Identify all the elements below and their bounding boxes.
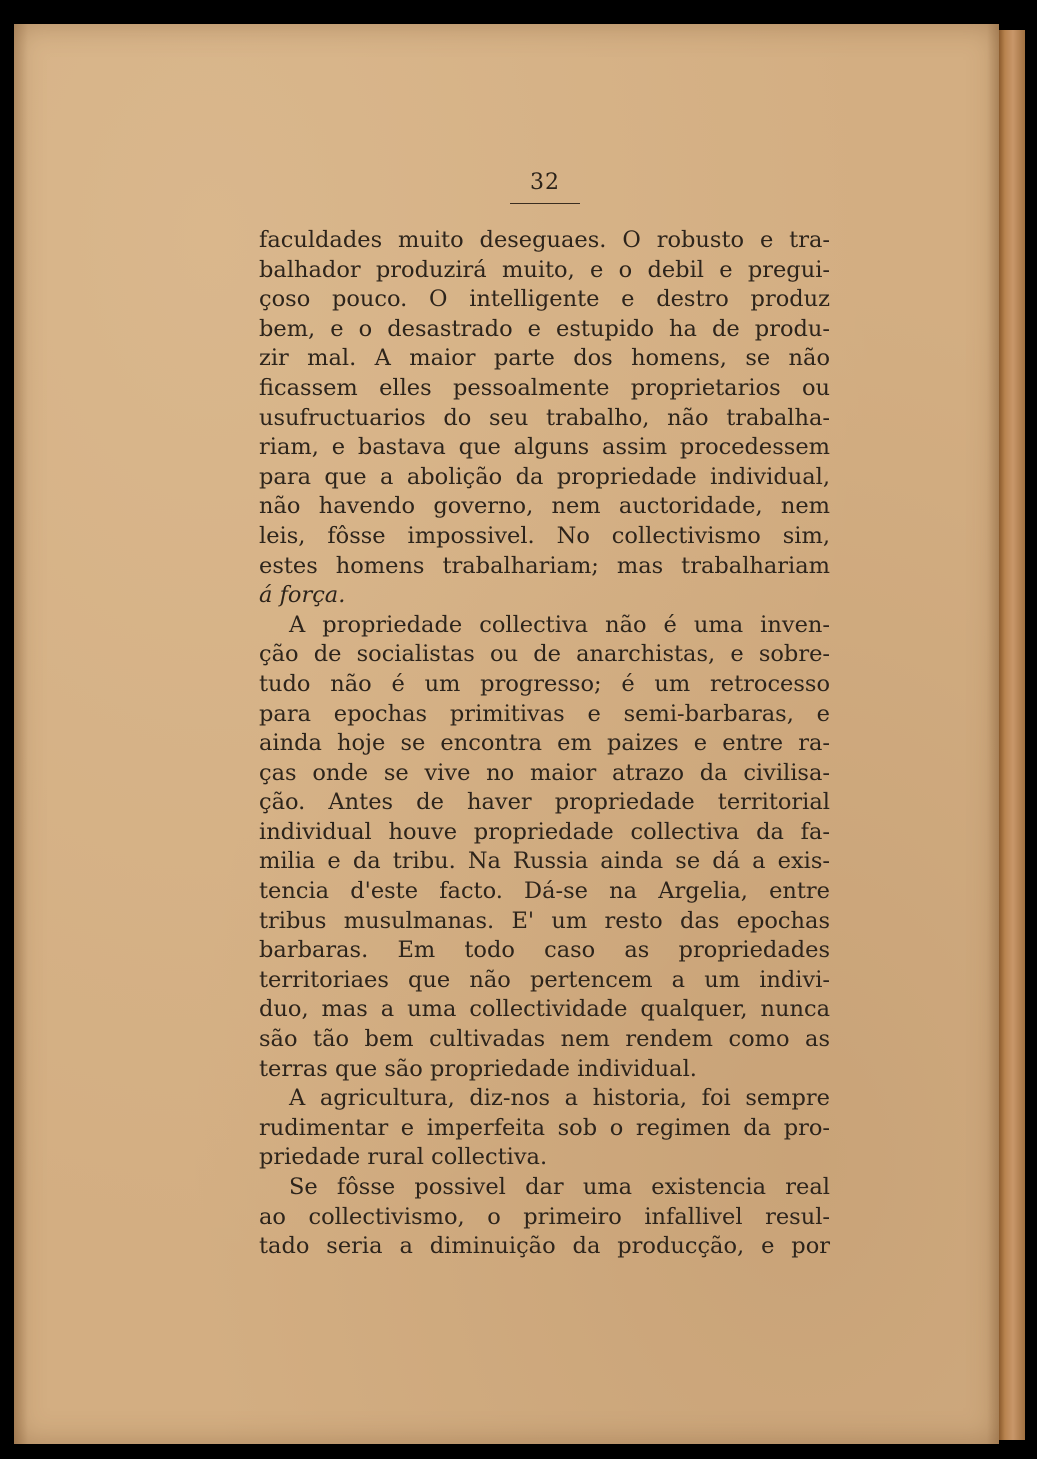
text-line: ção. Antes de haver propriedade territorial [259,789,830,816]
body-text [259,226,830,1262]
adjacent-page-edge [999,30,1025,1440]
page-number: 32 [530,170,560,195]
text-line: bem, e o desastrado e estupido ha de produ- [259,315,830,342]
text-line: milia e da tribu. Na Russia ainda se dá a exis- [259,848,830,875]
text-line: duo, mas a uma collectividade qualquer, nunca [259,996,830,1023]
text-line: para que a abolição da propriedade individual, [259,463,830,490]
text-line: zir mal. A maior parte dos homens, se não [259,345,830,372]
text-line: priedade rural collectiva. [259,1144,548,1171]
text-line: para epochas primitivas e semi-barbaras, e [259,700,830,727]
page-number-rule [510,203,580,204]
text-line: rudimentar e imperfeita sob o regimen da pro- [259,1114,830,1141]
text-line: balhador produzirá muito, e o debil e pregui- [259,256,830,283]
text-line: tudo não é um progresso; é um retrocesso [259,670,830,697]
text-line: tado seria a diminuição da producção, e por [259,1233,830,1260]
paragraph-start-line: A agricultura, diz-nos a historia, foi sempre [289,1085,830,1112]
text-line: çoso pouco. O intelligente e destro produz [259,286,830,313]
text-line: faculdades muito deseguaes. O robusto e tra- [259,227,830,253]
text-line: são tão bem cultivadas nem rendem como as [259,1026,830,1053]
text-line-italic: á força. [259,582,346,609]
text-line: riam, e bastava que alguns assim procedessem [259,434,830,461]
text-line: tencia d'este facto. Dá-se na Argelia, entre [259,878,830,905]
text-line: barbaras. Em todo caso as propriedades [259,937,830,964]
text-line: territoriaes que não pertencem a um indivi- [259,966,830,993]
text-line: ao collectivismo, o primeiro infallivel resul- [259,1203,830,1230]
paragraph-start-line: Se fôsse possivel dar uma existencia real [289,1174,830,1200]
text-line: não havendo governo, nem auctoridade, nem [259,493,830,520]
text-line: leis, fôsse impossivel. No collectivismo sim, [259,522,830,549]
text-line: usufructuarios do seu trabalho, não trabalha- [259,404,830,431]
text-line: ficassem elles pessoalmente proprietarios ou [259,374,830,401]
text-line: ças onde se vive no maior atrazo da civilisa- [259,759,830,786]
text-line: estes homens trabalhariam; mas trabalhariam [259,552,830,579]
text-line: terras que são propriedade individual. [259,1055,697,1082]
text-line: ção de socialistas ou de anarchistas, e sobre- [259,641,830,668]
text-line: ainda hoje se encontra em paizes e entre ra- [259,730,830,757]
paragraph-start-line: A propriedade collectiva não é uma inven- [289,611,830,638]
text-line: individual houve propriedade collectiva da fa- [259,818,830,845]
text-line: tribus musulmanas. E' um resto das epochas [259,907,830,934]
